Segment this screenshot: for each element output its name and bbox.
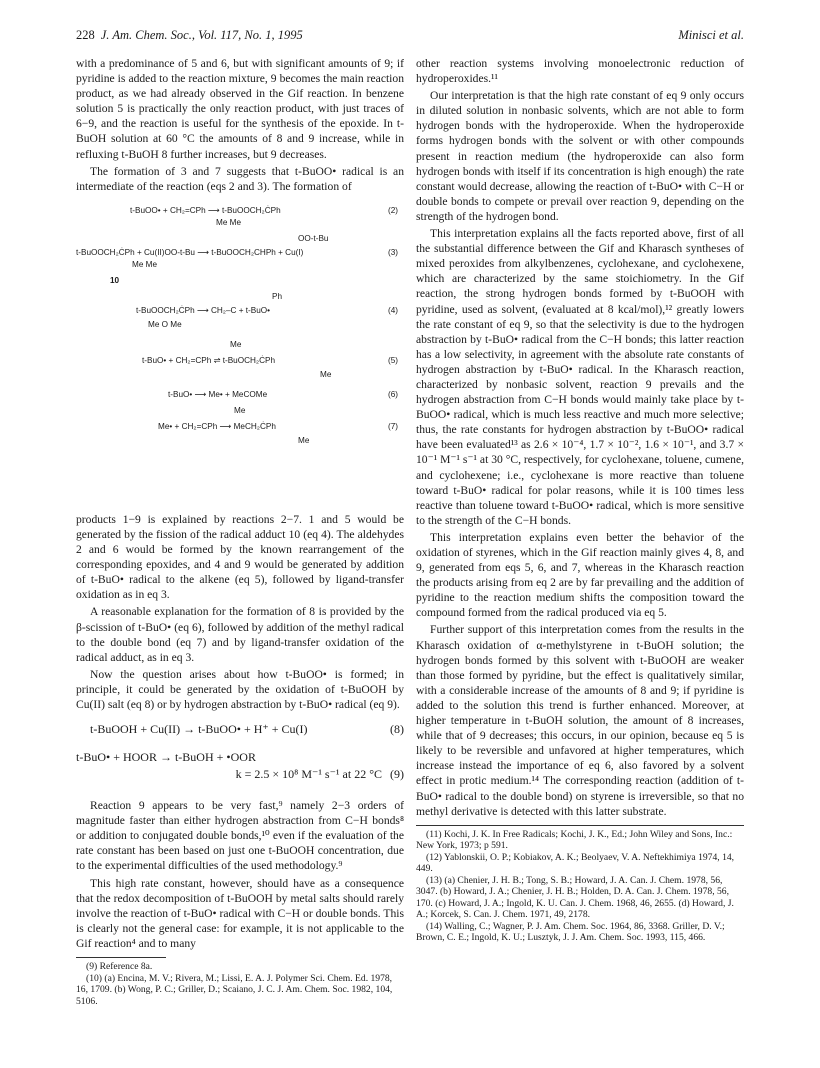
- paragraph: other reaction systems involving monoelectronic reduction of hydroperoxides.¹¹: [416, 57, 744, 86]
- paragraph: This interpretation explains even better the behavior of the oxidation of styrenes, which in the Gif reaction mainly gives 4, 8, and 9, generated from eqs 5, 6, and 7, whereas in the Kharasch reaction the products arising from eq 2 are by far prevailing and the addition of pyridine to the reaction medium shifts the composition toward the compound formed from the radical produced via eq 5.: [416, 530, 744, 620]
- paragraph: This interpretation explains all the facts reported above, first of all the substantial difference between the Gif and Kharasch syntheses of mixed peroxides from alkylbenzenes, cyclohexane, and cyclohexene, which are characterized by the same stoichiometry. In the Gif reaction, the strong hydrogen bonds formed by t-BuOOH with pyridine, used as solvent, (evaluated at 8 kcal/mol),¹² greatly lowers the rate constant of eq 9, so that the selectivity is due to the hydrogen abstraction by t-BuO• radical from the C−H bonds; this latter reaction has a low selectivity, in agreement with the absolute rate constants of hydrogen abstraction by t-BuO• radical. In the Kharasch reaction, characterized by nonbasic solvent, reaction 9 prevails and the hydrogen abstraction from C−H bonds would mainly take place by t-BuOO• radical, which is much less reactive and much more selective; thus, the rate constants for hydrogen abstraction by t-BuOO• radical have been evaluated¹³ as 2.6 × 10⁻⁴, 1.7 × 10⁻², 1.6 × 10⁻¹, and 3.7 × 10⁻¹ M⁻¹ s⁻¹ at 30 °C, respectively, for cyclohexane, toluene, cumene, and cyclohexene; i.e., cyclohexane is more reactive than toluene toward t-BuO• radical for polar reasons, while it is 100 times less reactive than toluene toward t-BuOO• radical, which is more sensitive to the strength of the C−H bonds.: [416, 227, 744, 527]
- reaction-5: t-BuO• + CH₂=CPh ⇌ t-BuOCH₂ĊPh: [142, 355, 276, 365]
- paragraph: This high rate constant, however, should have as a consequence that the redox decomposition of t-BuOOH by metal salts should rarely involve the reaction of t-BuO• radical with C−H or double bonds. This is clearly not the general case: for example, it is not applicable to the Gif reaction⁴ and to many: [76, 876, 404, 950]
- reaction-scheme: [76, 200, 404, 508]
- reaction-7-substituent: Me: [298, 435, 310, 445]
- footnote: (11) Kochi, J. K. In Free Radicals; Kochi, J. K., Ed.; John Wiley and Sons, Inc.: New York, 1973; p 591.: [416, 828, 733, 852]
- equation-9-body: t-BuO• + HOOR → t-BuOH + •OOR: [76, 750, 256, 765]
- running-header: [76, 28, 744, 44]
- header-authors: Minisci et al.: [678, 28, 744, 42]
- paragraph: Now the question arises about how t-BuOO• is formed; in principle, it could be generated by the oxidation of t-BuOOH by Cu(II) salt (eq 8) or by hydrogen abstraction by t-BuO• radical (eq 9).: [76, 667, 404, 711]
- reaction-4: t-BuOOCH₂ĊPh ⟶ CH₂–C + t-BuO•: [136, 305, 271, 315]
- eq-number-8: (8): [390, 722, 404, 737]
- paragraph: Reaction 9 appears to be very fast,⁹ namely 2−3 orders of magnitude faster than either hydrogen abstraction from C−H bonds⁸ or addition to conjugated double bonds,¹⁰ even if the evaluation of the rate constant has been based on just one t-BuOOH concentration, due to the experimental difficulties of the used methodology.⁹: [76, 799, 404, 873]
- footnote: (13) (a) Chenier, J. H. B.; Tong, S. B.; Howard, J. A. Can. J. Chem. 1978, 56, 3047. (b) Howard, J. A.; Chenier, J. H. B.; Holden, D. A. Can. J. Chem. 1978, 56, 170. (c) Howard, J. A.; Ingold, K. U. Can. J. Chem. 1968, 46, 2655. (d) Howard, J. A.; Korcek, S. Can. J. Chem. 1971, 49, 2178.: [416, 874, 734, 921]
- reaction-7-substituent-top: Me: [234, 405, 246, 415]
- reaction-3-substituents: Me Me: [132, 259, 158, 269]
- equation-8-body: t-BuOOH + Cu(II) → t-BuOO• + H⁺ + Cu(I): [90, 722, 308, 737]
- footnote-rule: [76, 957, 166, 958]
- reaction-3-substituent-top: OO-t-Bu: [298, 233, 329, 243]
- eq-number-6: (6): [387, 389, 398, 399]
- page-number: 228: [76, 28, 95, 42]
- footnote: (14) Walling, C.; Wagner, P. J. Am. Chem. Soc. 1964, 86, 3368. Griller, D. V.; Brown, C. E.; Ingold, K. U.; Lusztyk, J. J. Am. Chem. Soc. 1993, 115, 466.: [416, 920, 725, 944]
- reaction-4-substituents: Me O Me: [148, 319, 182, 329]
- header-left: [76, 28, 303, 43]
- reaction-3: t-BuOOCH₂ĊPh + Cu(II)OO-t-Bu ⟶ t-BuOOCH₂CHPh + Cu(I): [76, 247, 304, 257]
- reaction-2: t-BuOO• + CH₂=CPh ⟶ t-BuOOCH₂ĊPh: [130, 205, 281, 215]
- paragraph: A reasonable explanation for the formation of 8 is provided by the β-scission of t-BuO• (eq 6), followed by addition of the methyl radical to the double bond (eq 7) and by ligand-transfer oxidation of the radical adduct, as in eq 3.: [76, 605, 404, 664]
- equation-8: [76, 722, 404, 740]
- paragraph: Further support of this interpretation comes from the results in the Kharasch oxidation of α-methylstyrene in t-BuOH solution; the hydrogen bonds formed by this solvent with t-BuOOH are weaker than those formed by pyridine, but the effect is qualitatively similar, with a considerable increase of the amounts of 8 and 9; if pyridine is added to the solution this trend is further enhanced. Moreover, at higher temperature in t-BuOH solution, the amount of 8 increases, while that of 9 decreases; this occurs, in our opinion, because eq 5 is likely to be reversible and unfavored at higher temperatures, which increase instead the importance of eq 6, also favored by a solvent effect in protic medium.¹⁴ The corresponding reaction (addition of t-BuO• radical to the double bond) on styrene is irreversible, so that no methyl derivative is detected with this latter substrate.: [416, 623, 744, 818]
- paragraph: The formation of 3 and 7 suggests that t-BuOO• radical is an intermediate of the reaction (eqs 2 and 3). The formation of: [76, 164, 404, 193]
- equation-9-rate: k = 2.5 × 10⁸ M⁻¹ s⁻¹ at 22 °C: [235, 767, 382, 782]
- left-column: [76, 56, 404, 1007]
- reaction-2-substituents: Me Me: [216, 217, 242, 227]
- journal-citation: J. Am. Chem. Soc., Vol. 117, No. 1, 1995: [100, 28, 303, 42]
- eq-number-3: (3): [387, 247, 398, 257]
- right-column: [416, 56, 744, 944]
- eq-number-4: (4): [387, 305, 398, 315]
- reaction-5-substituent-top: Me: [230, 339, 242, 349]
- footnote: (12) Yablonskii, O. P.; Kobiakov, A. K.; Beolyaev, V. A. Neftekhimiya 1974, 14, 449.: [416, 851, 735, 875]
- eq-number-2: (2): [387, 205, 398, 215]
- reaction-4-substituent-top: Ph: [272, 291, 283, 301]
- paragraph: products 1−9 is explained by reactions 2−7. 1 and 5 would be generated by the fission of the radical adduct 10 (eq 4). The aldehydes 2 and 6 would be formed by the known rearrangement of the corresponding epoxides, and 4 and 9 would be generated by addition of t-BuO• radical to the alkene (eq 5), followed by ligand-transfer oxidation as in eq 3.: [76, 512, 404, 602]
- paragraph: with a predominance of 5 and 6, but with significant amounts of 9; if pyridine is added to the reaction mixture, 9 becomes the main reaction product, as we had already observed in the Gif reaction. In benzene solution 5 is practically the only reaction product, with just traces of 6−9, and the reaction is useful for the synthesis of the epoxide. In t-BuOH solution at 60 °C the amounts of 8 and 9 increase, while in refluxing t-BuOH 8 further increases, but 9 decreases.: [76, 57, 404, 161]
- compound-label-10: 10: [110, 275, 120, 285]
- equation-9: [76, 750, 404, 786]
- footnote: (10) (a) Encina, M. V.; Rivera, M.; Lissi, E. A. J. Polymer Sci. Chem. Ed. 1978, 16, 1709. (b) Wong, P. C.; Griller, D.; Scaiano, J. C. J. Am. Chem. Soc. 1982, 104, 5106.: [76, 972, 393, 1007]
- footnote-rule: [416, 825, 744, 826]
- reaction-7: Me• + CH₂=CPh ⟶ MeCH₂ĊPh: [158, 421, 276, 431]
- eq-number-7: (7): [387, 421, 398, 431]
- eq-number-9: (9): [390, 767, 404, 782]
- paragraph: Our interpretation is that the high rate constant of eq 9 only occurs in diluted solution in nonbasic solvents, which are not able to form hydrogen bonds with the hydroperoxide. When the hydroperoxide forms hydrogen bonds with the solvent or with other compounds present in reaction medium (the hydroperoxide can also form hydrogen bonds with itself if its concentration is high enough) the rate constant would decrease, allowing the reaction of t-BuO• with C−H or double bonds to compete or prevail over reaction 9, depending on the strength of the hydrogen bond.: [416, 89, 744, 223]
- eq-number-5: (5): [387, 355, 398, 365]
- reaction-6: t-BuO• ⟶ Me• + MeCOMe: [168, 389, 268, 399]
- reaction-5-substituent: Me: [320, 369, 332, 379]
- footnote: (9) Reference 8a.: [86, 961, 153, 972]
